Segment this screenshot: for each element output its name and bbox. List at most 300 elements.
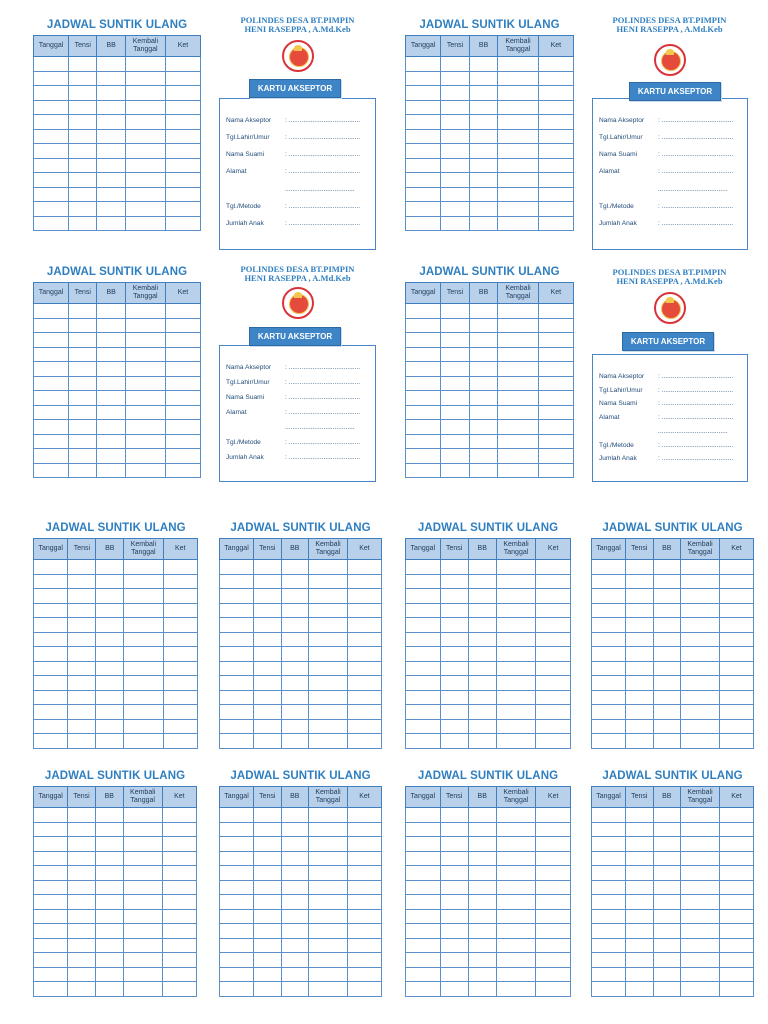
- table-cell[interactable]: [469, 362, 498, 377]
- table-cell[interactable]: [347, 661, 381, 676]
- table-cell[interactable]: [592, 880, 626, 895]
- table-cell[interactable]: [406, 71, 441, 86]
- table-cell[interactable]: [498, 333, 538, 348]
- table-cell[interactable]: [123, 837, 162, 852]
- table-cell[interactable]: [441, 158, 470, 173]
- card-field-blank[interactable]: : .......................................: [658, 386, 734, 394]
- table-cell[interactable]: [68, 924, 96, 939]
- table-cell[interactable]: [498, 202, 538, 217]
- table-cell[interactable]: [441, 318, 470, 333]
- table-cell[interactable]: [468, 690, 496, 705]
- table-cell[interactable]: [440, 938, 468, 953]
- table-cell[interactable]: [97, 318, 125, 333]
- table-cell[interactable]: [653, 895, 681, 910]
- table-cell[interactable]: [69, 158, 97, 173]
- table-cell[interactable]: [468, 866, 496, 881]
- table-cell[interactable]: [125, 463, 165, 478]
- table-cell[interactable]: [162, 895, 196, 910]
- table-cell[interactable]: [281, 880, 309, 895]
- table-cell[interactable]: [498, 362, 538, 377]
- table-cell[interactable]: [281, 967, 309, 982]
- table-cell[interactable]: [626, 632, 654, 647]
- table-cell[interactable]: [34, 129, 69, 144]
- table-cell[interactable]: [440, 851, 468, 866]
- table-cell[interactable]: [441, 405, 470, 420]
- table-cell[interactable]: [498, 57, 538, 72]
- table-cell[interactable]: [626, 560, 654, 575]
- table-cell[interactable]: [496, 953, 536, 968]
- table-cell[interactable]: [254, 734, 282, 749]
- table-cell[interactable]: [496, 632, 536, 647]
- table-cell[interactable]: [681, 719, 720, 734]
- table-cell[interactable]: [309, 589, 348, 604]
- table-cell[interactable]: [653, 734, 681, 749]
- table-cell[interactable]: [406, 216, 441, 231]
- table-cell[interactable]: [309, 676, 348, 691]
- table-cell[interactable]: [468, 851, 496, 866]
- table-cell[interactable]: [441, 100, 470, 115]
- table-cell[interactable]: [69, 304, 97, 319]
- table-cell[interactable]: [165, 347, 200, 362]
- table-cell[interactable]: [440, 661, 468, 676]
- table-cell[interactable]: [34, 982, 68, 997]
- table-cell[interactable]: [124, 589, 163, 604]
- table-cell[interactable]: [281, 618, 309, 633]
- table-cell[interactable]: [440, 822, 468, 837]
- table-cell[interactable]: [34, 851, 68, 866]
- table-cell[interactable]: [34, 880, 68, 895]
- table-cell[interactable]: [406, 158, 441, 173]
- table-cell[interactable]: [538, 187, 573, 202]
- table-cell[interactable]: [34, 405, 69, 420]
- table-cell[interactable]: [498, 405, 538, 420]
- table-cell[interactable]: [719, 603, 753, 618]
- table-cell[interactable]: [719, 719, 753, 734]
- table-cell[interactable]: [95, 880, 123, 895]
- table-cell[interactable]: [68, 837, 96, 852]
- table-cell[interactable]: [440, 866, 468, 881]
- table-cell[interactable]: [34, 304, 69, 319]
- table-cell[interactable]: [626, 690, 654, 705]
- table-cell[interactable]: [34, 734, 68, 749]
- table-cell[interactable]: [441, 86, 470, 101]
- table-cell[interactable]: [406, 376, 441, 391]
- table-cell[interactable]: [406, 391, 441, 406]
- table-cell[interactable]: [440, 719, 468, 734]
- table-cell[interactable]: [536, 719, 571, 734]
- table-cell[interactable]: [281, 837, 309, 852]
- table-cell[interactable]: [406, 589, 441, 604]
- table-cell[interactable]: [347, 880, 381, 895]
- table-cell[interactable]: [34, 822, 68, 837]
- table-cell[interactable]: [163, 632, 197, 647]
- table-cell[interactable]: [69, 463, 97, 478]
- table-cell[interactable]: [254, 647, 282, 662]
- table-cell[interactable]: [220, 705, 254, 720]
- table-cell[interactable]: [281, 705, 309, 720]
- table-cell[interactable]: [347, 719, 381, 734]
- table-cell[interactable]: [34, 71, 69, 86]
- table-cell[interactable]: [162, 909, 196, 924]
- table-cell[interactable]: [220, 647, 254, 662]
- card-field-blank[interactable]: : .......................................: [658, 373, 734, 380]
- table-cell[interactable]: [95, 822, 123, 837]
- table-cell[interactable]: [281, 676, 309, 691]
- table-cell[interactable]: [68, 719, 96, 734]
- table-cell[interactable]: [468, 953, 496, 968]
- table-cell[interactable]: [406, 574, 441, 589]
- table-cell[interactable]: [220, 632, 254, 647]
- table-cell[interactable]: [165, 420, 200, 435]
- table-cell[interactable]: [653, 661, 681, 676]
- table-cell[interactable]: [68, 967, 96, 982]
- table-cell[interactable]: [124, 661, 163, 676]
- card-field-blank[interactable]: : .......................................: [285, 117, 361, 124]
- table-cell[interactable]: [347, 866, 381, 881]
- table-cell[interactable]: [496, 734, 536, 749]
- card-field-blank[interactable]: : .......................................: [658, 134, 734, 142]
- table-cell[interactable]: [441, 57, 470, 72]
- table-cell[interactable]: [440, 909, 468, 924]
- table-cell[interactable]: [406, 57, 441, 72]
- table-cell[interactable]: [626, 574, 654, 589]
- table-cell[interactable]: [281, 822, 309, 837]
- table-cell[interactable]: [653, 837, 681, 852]
- card-field-blank[interactable]: : .......................................: [658, 455, 734, 463]
- table-cell[interactable]: [125, 449, 165, 464]
- table-cell[interactable]: [406, 676, 441, 691]
- table-cell[interactable]: [34, 420, 69, 435]
- table-cell[interactable]: [496, 661, 536, 676]
- table-cell[interactable]: [220, 822, 254, 837]
- table-cell[interactable]: [653, 574, 681, 589]
- table-cell[interactable]: [309, 574, 348, 589]
- table-cell[interactable]: [626, 953, 654, 968]
- table-cell[interactable]: [441, 115, 470, 130]
- table-cell[interactable]: [719, 909, 753, 924]
- table-cell[interactable]: [440, 603, 468, 618]
- table-cell[interactable]: [34, 463, 69, 478]
- card-field-blank[interactable]: : .......................................: [658, 219, 734, 227]
- table-cell[interactable]: [538, 57, 573, 72]
- table-cell[interactable]: [406, 953, 441, 968]
- table-cell[interactable]: [69, 362, 97, 377]
- table-cell[interactable]: [498, 463, 538, 478]
- table-cell[interactable]: [68, 618, 96, 633]
- table-cell[interactable]: [165, 391, 200, 406]
- table-cell[interactable]: [496, 719, 536, 734]
- table-cell[interactable]: [469, 347, 498, 362]
- table-cell[interactable]: [681, 589, 720, 604]
- table-cell[interactable]: [592, 618, 626, 633]
- table-cell[interactable]: [653, 982, 681, 997]
- table-cell[interactable]: [347, 560, 381, 575]
- table-cell[interactable]: [498, 173, 538, 188]
- table-cell[interactable]: [95, 953, 123, 968]
- table-cell[interactable]: [469, 405, 498, 420]
- table-cell[interactable]: [163, 734, 197, 749]
- table-cell[interactable]: [498, 347, 538, 362]
- table-cell[interactable]: [309, 705, 348, 720]
- table-cell[interactable]: [69, 449, 97, 464]
- table-cell[interactable]: [536, 690, 571, 705]
- table-cell[interactable]: [347, 895, 381, 910]
- table-cell[interactable]: [125, 100, 165, 115]
- table-cell[interactable]: [124, 705, 163, 720]
- table-cell[interactable]: [469, 158, 498, 173]
- table-cell[interactable]: [309, 837, 348, 852]
- table-cell[interactable]: [592, 808, 626, 823]
- table-cell[interactable]: [538, 115, 573, 130]
- table-cell[interactable]: [125, 347, 165, 362]
- table-cell[interactable]: [69, 420, 97, 435]
- table-cell[interactable]: [220, 808, 254, 823]
- table-cell[interactable]: [34, 866, 68, 881]
- table-cell[interactable]: [468, 676, 496, 691]
- table-cell[interactable]: [220, 895, 254, 910]
- table-cell[interactable]: [309, 967, 348, 982]
- table-cell[interactable]: [536, 938, 571, 953]
- table-cell[interactable]: [125, 434, 165, 449]
- table-cell[interactable]: [626, 676, 654, 691]
- table-cell[interactable]: [95, 837, 123, 852]
- table-cell[interactable]: [347, 967, 381, 982]
- table-cell[interactable]: [592, 690, 626, 705]
- table-cell[interactable]: [309, 719, 348, 734]
- table-cell[interactable]: [254, 560, 282, 575]
- table-cell[interactable]: [468, 837, 496, 852]
- table-cell[interactable]: [165, 86, 200, 101]
- table-cell[interactable]: [165, 173, 200, 188]
- table-cell[interactable]: [626, 895, 654, 910]
- table-cell[interactable]: [653, 938, 681, 953]
- table-cell[interactable]: [309, 632, 348, 647]
- table-cell[interactable]: [498, 216, 538, 231]
- table-cell[interactable]: [626, 938, 654, 953]
- table-cell[interactable]: [34, 144, 69, 159]
- table-cell[interactable]: [441, 187, 470, 202]
- card-field-blank[interactable]: : .......................................: [285, 439, 361, 446]
- table-cell[interactable]: [469, 100, 498, 115]
- table-cell[interactable]: [538, 100, 573, 115]
- table-cell[interactable]: [69, 333, 97, 348]
- table-cell[interactable]: [653, 851, 681, 866]
- table-cell[interactable]: [440, 808, 468, 823]
- table-cell[interactable]: [440, 647, 468, 662]
- table-cell[interactable]: [626, 603, 654, 618]
- table-cell[interactable]: [681, 661, 720, 676]
- table-cell[interactable]: [681, 982, 720, 997]
- table-cell[interactable]: [68, 676, 96, 691]
- table-cell[interactable]: [34, 618, 68, 633]
- table-cell[interactable]: [69, 216, 97, 231]
- table-cell[interactable]: [719, 895, 753, 910]
- table-cell[interactable]: [125, 187, 165, 202]
- table-cell[interactable]: [496, 808, 536, 823]
- table-cell[interactable]: [719, 734, 753, 749]
- table-cell[interactable]: [469, 71, 498, 86]
- table-cell[interactable]: [441, 434, 470, 449]
- card-field-blank[interactable]: : .......................................: [285, 151, 361, 159]
- table-cell[interactable]: [34, 347, 69, 362]
- table-cell[interactable]: [538, 173, 573, 188]
- table-cell[interactable]: [281, 895, 309, 910]
- table-cell[interactable]: [406, 967, 441, 982]
- table-cell[interactable]: [498, 391, 538, 406]
- table-cell[interactable]: [68, 589, 96, 604]
- table-cell[interactable]: [653, 924, 681, 939]
- table-cell[interactable]: [653, 953, 681, 968]
- table-cell[interactable]: [162, 938, 196, 953]
- table-cell[interactable]: [681, 632, 720, 647]
- table-cell[interactable]: [163, 690, 197, 705]
- table-cell[interactable]: [468, 618, 496, 633]
- table-cell[interactable]: [34, 603, 68, 618]
- table-cell[interactable]: [125, 376, 165, 391]
- table-cell[interactable]: [347, 924, 381, 939]
- table-cell[interactable]: [468, 661, 496, 676]
- table-cell[interactable]: [347, 938, 381, 953]
- table-cell[interactable]: [124, 618, 163, 633]
- table-cell[interactable]: [406, 719, 441, 734]
- table-cell[interactable]: [281, 938, 309, 953]
- table-cell[interactable]: [468, 808, 496, 823]
- table-cell[interactable]: [653, 560, 681, 575]
- table-cell[interactable]: [406, 144, 441, 159]
- table-cell[interactable]: [653, 822, 681, 837]
- table-cell[interactable]: [592, 967, 626, 982]
- table-cell[interactable]: [125, 420, 165, 435]
- table-cell[interactable]: [592, 953, 626, 968]
- table-cell[interactable]: [498, 158, 538, 173]
- table-cell[interactable]: [536, 618, 571, 633]
- table-cell[interactable]: [220, 938, 254, 953]
- table-cell[interactable]: [220, 661, 254, 676]
- table-cell[interactable]: [124, 603, 163, 618]
- card-field-blank[interactable]: ......................................: [658, 185, 728, 193]
- table-cell[interactable]: [468, 734, 496, 749]
- table-cell[interactable]: [626, 909, 654, 924]
- table-cell[interactable]: [281, 909, 309, 924]
- table-cell[interactable]: [468, 982, 496, 997]
- table-cell[interactable]: [592, 661, 626, 676]
- table-cell[interactable]: [254, 589, 282, 604]
- table-cell[interactable]: [69, 376, 97, 391]
- table-cell[interactable]: [162, 982, 196, 997]
- table-cell[interactable]: [309, 866, 348, 881]
- table-cell[interactable]: [124, 574, 163, 589]
- table-cell[interactable]: [34, 362, 69, 377]
- table-cell[interactable]: [440, 734, 468, 749]
- table-cell[interactable]: [165, 333, 200, 348]
- table-cell[interactable]: [69, 71, 97, 86]
- table-cell[interactable]: [406, 173, 441, 188]
- table-cell[interactable]: [347, 589, 381, 604]
- table-cell[interactable]: [254, 866, 282, 881]
- table-cell[interactable]: [626, 705, 654, 720]
- table-cell[interactable]: [68, 808, 96, 823]
- table-cell[interactable]: [254, 808, 282, 823]
- table-cell[interactable]: [95, 895, 123, 910]
- table-cell[interactable]: [34, 647, 68, 662]
- table-cell[interactable]: [406, 603, 441, 618]
- table-cell[interactable]: [165, 434, 200, 449]
- table-cell[interactable]: [69, 115, 97, 130]
- table-cell[interactable]: [34, 115, 69, 130]
- card-field-blank[interactable]: : .......................................: [285, 219, 361, 227]
- table-cell[interactable]: [498, 449, 538, 464]
- table-cell[interactable]: [220, 603, 254, 618]
- table-cell[interactable]: [254, 924, 282, 939]
- table-cell[interactable]: [165, 129, 200, 144]
- table-cell[interactable]: [281, 560, 309, 575]
- table-cell[interactable]: [498, 129, 538, 144]
- table-cell[interactable]: [347, 647, 381, 662]
- table-cell[interactable]: [536, 895, 571, 910]
- table-cell[interactable]: [406, 187, 441, 202]
- table-cell[interactable]: [95, 924, 123, 939]
- table-cell[interactable]: [592, 822, 626, 837]
- table-cell[interactable]: [347, 851, 381, 866]
- table-cell[interactable]: [123, 808, 162, 823]
- table-cell[interactable]: [468, 938, 496, 953]
- table-cell[interactable]: [124, 560, 163, 575]
- table-cell[interactable]: [162, 851, 196, 866]
- table-cell[interactable]: [254, 822, 282, 837]
- table-cell[interactable]: [281, 866, 309, 881]
- table-cell[interactable]: [309, 909, 348, 924]
- table-cell[interactable]: [441, 463, 470, 478]
- table-cell[interactable]: [96, 676, 124, 691]
- table-cell[interactable]: [536, 560, 571, 575]
- table-cell[interactable]: [95, 866, 123, 881]
- table-cell[interactable]: [538, 129, 573, 144]
- table-cell[interactable]: [95, 967, 123, 982]
- table-cell[interactable]: [536, 647, 571, 662]
- table-cell[interactable]: [254, 982, 282, 997]
- table-cell[interactable]: [165, 158, 200, 173]
- table-cell[interactable]: [123, 866, 162, 881]
- table-cell[interactable]: [97, 434, 125, 449]
- table-cell[interactable]: [68, 880, 96, 895]
- table-cell[interactable]: [536, 982, 571, 997]
- card-field-blank[interactable]: ......................................: [285, 424, 355, 431]
- table-cell[interactable]: [254, 719, 282, 734]
- table-cell[interactable]: [406, 705, 441, 720]
- table-cell[interactable]: [34, 938, 68, 953]
- table-cell[interactable]: [440, 676, 468, 691]
- table-cell[interactable]: [347, 837, 381, 852]
- table-cell[interactable]: [34, 967, 68, 982]
- table-cell[interactable]: [440, 880, 468, 895]
- table-cell[interactable]: [97, 376, 125, 391]
- table-cell[interactable]: [592, 837, 626, 852]
- table-cell[interactable]: [469, 202, 498, 217]
- table-cell[interactable]: [592, 734, 626, 749]
- table-cell[interactable]: [469, 420, 498, 435]
- table-cell[interactable]: [592, 866, 626, 881]
- table-cell[interactable]: [536, 866, 571, 881]
- table-cell[interactable]: [165, 57, 200, 72]
- table-cell[interactable]: [681, 909, 720, 924]
- table-cell[interactable]: [468, 560, 496, 575]
- table-cell[interactable]: [536, 661, 571, 676]
- table-cell[interactable]: [68, 705, 96, 720]
- table-cell[interactable]: [309, 880, 348, 895]
- table-cell[interactable]: [681, 603, 720, 618]
- table-cell[interactable]: [163, 603, 197, 618]
- table-cell[interactable]: [592, 705, 626, 720]
